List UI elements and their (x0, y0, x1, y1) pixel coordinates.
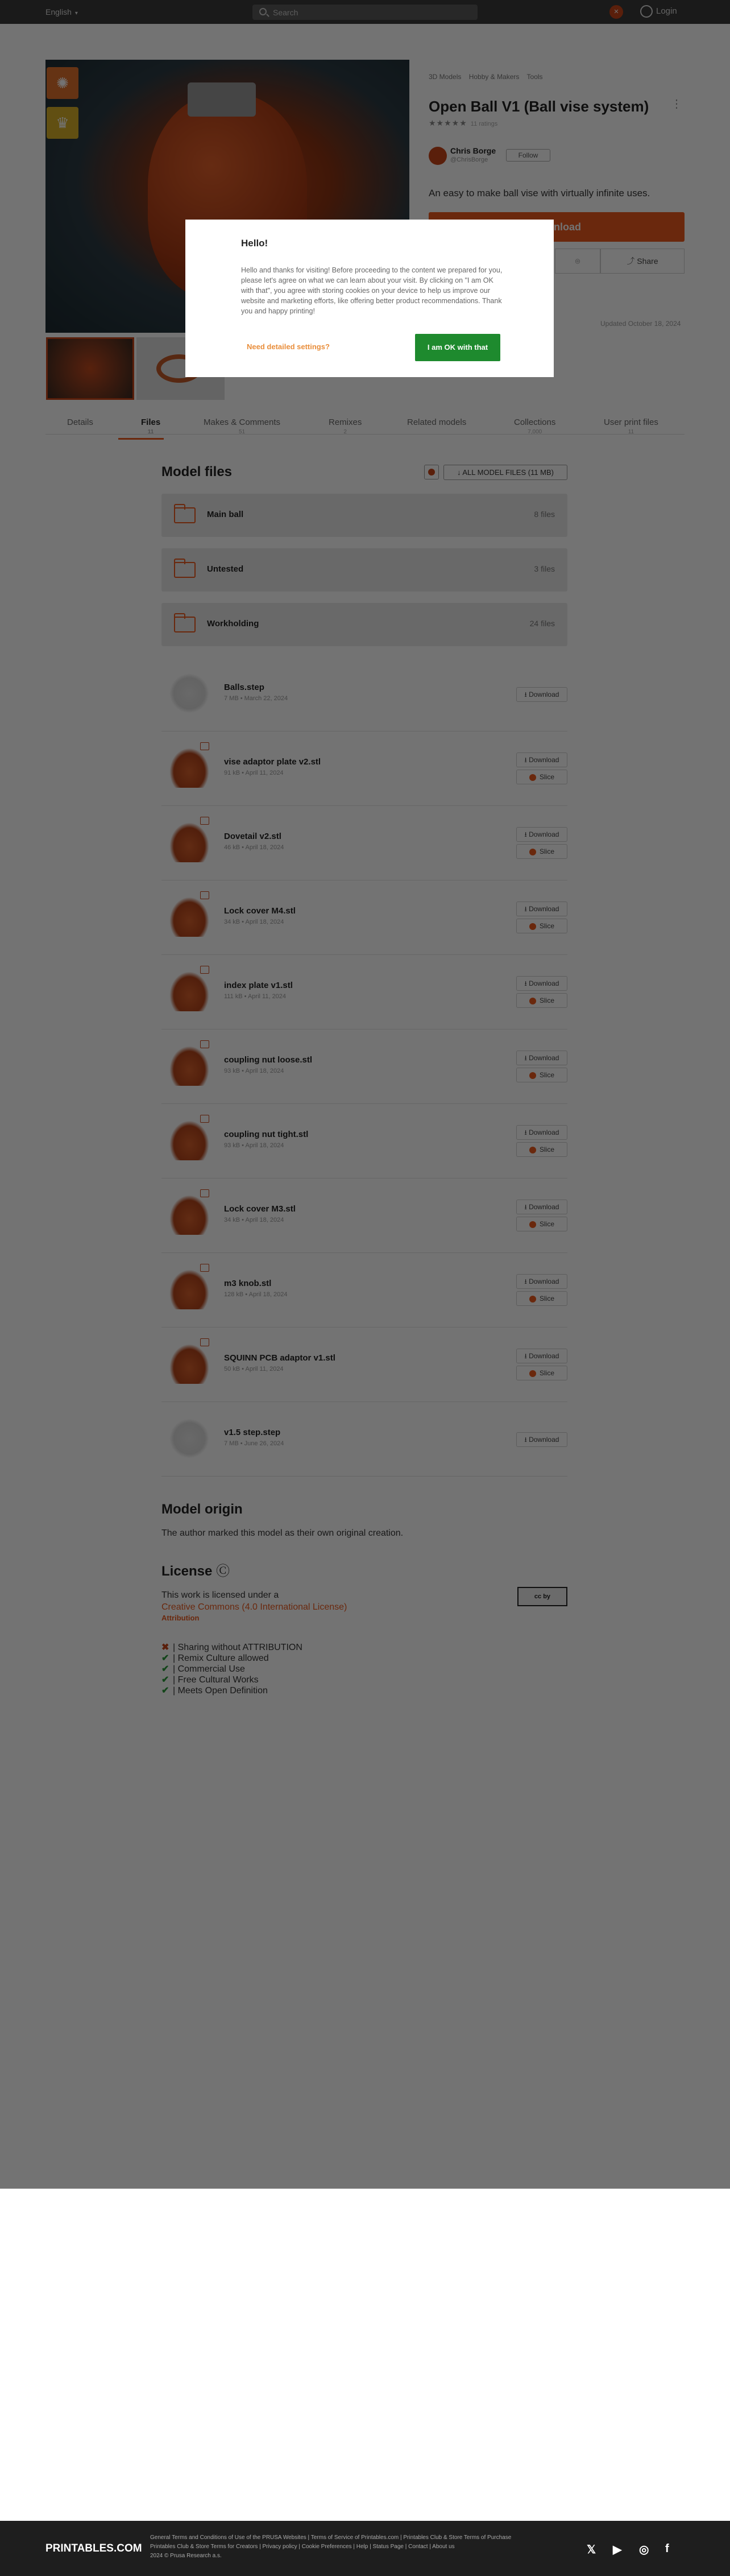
accept-cookies-button[interactable]: I am OK with that (415, 334, 500, 361)
dialog-title: Hello! (241, 238, 268, 249)
youtube-icon[interactable]: ▶ (613, 2544, 622, 2556)
footer-copyright: 2024 © Prusa Research a.s. (150, 2553, 222, 2559)
x-twitter-icon[interactable]: 𝕏 (587, 2544, 596, 2556)
cookie-consent-dialog (185, 220, 554, 377)
footer-logo[interactable]: PRINTABLES.COM (45, 2542, 142, 2554)
detailed-settings-link[interactable]: Need detailed settings? (247, 342, 330, 351)
footer-links-row-1[interactable]: General Terms and Conditions of Use of the PRUSA Websites | Terms of Service of Printables.com | Printables Club & Store Terms of Purchase (150, 2534, 512, 2541)
dialog-text: Hello and thanks for visiting! Before proceeding to the content we prepared for you, please let's agree on what we can learn about your visit. By clicking on "I am OK with that", you agree with storing cookies on your device to help us improve our website and marketing efforts, like offering better product recommendations. Thank you and happy printing! (241, 266, 503, 315)
instagram-icon[interactable]: ◎ (639, 2544, 649, 2556)
footer-links-row-2[interactable]: Printables Club & Store Terms for Creators | Privacy policy | Cookie Preferences | Help | Status Page | Contact | About us (150, 2544, 455, 2550)
footer (0, 2521, 730, 2576)
facebook-icon[interactable]: f (665, 2542, 669, 2555)
